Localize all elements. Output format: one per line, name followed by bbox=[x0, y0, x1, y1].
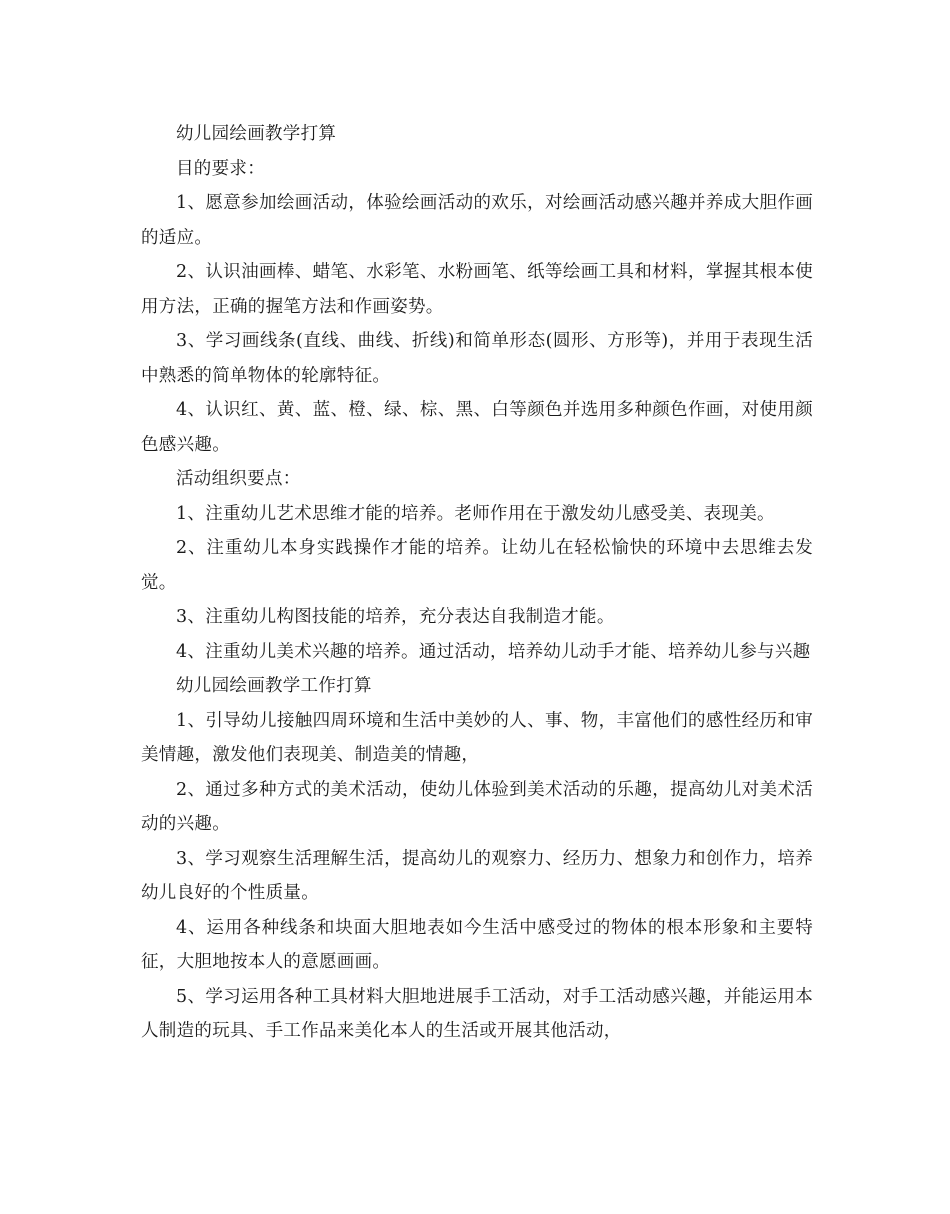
paragraph: 2、认识油画棒、蜡笔、水彩笔、水粉画笔、纸等绘画工具和材料，掌握其根本使用方法，正确的握笔方法和作画姿势。 bbox=[141, 262, 813, 317]
paragraph-heading-goals: 目的要求： bbox=[176, 158, 265, 179]
paragraph: 4、运用各种线条和块面大胆地表如今生活中感受过的物体的根本形象和主要特征，大胆地按本人的意愿画画。 bbox=[141, 917, 813, 972]
document-body bbox=[141, 117, 813, 1049]
paragraph: 2、通过多种方式的美术活动，使幼儿体验到美术活动的乐趣，提高幼儿对美术活动的兴趣。 bbox=[141, 779, 813, 834]
paragraph: 1、引导幼儿接触四周环境和生活中美妙的人、事、物，丰富他们的感性经历和审美情趣，激发他们表现美、制造美的情趣， bbox=[141, 710, 813, 765]
paragraph-title: 幼儿园绘画教学打算 bbox=[176, 124, 337, 144]
paragraph-heading-organization: 活动组织要点： bbox=[176, 469, 301, 489]
paragraph: 3、学习观察生活理解生活，提高幼儿的观察力、经历力、想象力和创作力，培养幼儿良好的个性质量。 bbox=[141, 848, 813, 903]
paragraph: 3、注重幼儿构图技能的培养，充分表达自我制造才能。 bbox=[176, 607, 615, 627]
paragraph-heading-work-plan: 幼儿园绘画教学工作打算 bbox=[176, 676, 372, 696]
paragraph: 1、愿意参加绘画活动，体验绘画活动的欢乐，对绘画活动感兴趣并养成大胆作画的适应。 bbox=[141, 193, 813, 248]
paragraph: 3、学习画线条(直线、曲线、折线)和简单形态(圆形、方形等)，并用于表现生活中熟悉的简单物体的轮廓特征。 bbox=[141, 331, 813, 386]
paragraph: 4、认识红、黄、蓝、橙、绿、棕、黑、白等颜色并选用多种颜色作画，对使用颜色感兴趣。 bbox=[141, 400, 813, 455]
paragraph: 5、学习运用各种工具材料大胆地进展手工活动，对手工活动感兴趣，并能运用本人制造的玩具、手工作品来美化本人的生活或开展其他活动， bbox=[141, 986, 813, 1041]
paragraph: 1、注重幼儿艺术思维才能的培养。老师作用在于激发幼儿感受美、表现美。 bbox=[176, 503, 775, 524]
paragraph: 2、注重幼儿本身实践操作才能的培养。让幼儿在轻松愉快的环境中去思维去发觉。 bbox=[141, 538, 813, 593]
paragraph: 4、注重幼儿美术兴趣的培养。通过活动，培养幼儿动手才能、培养幼儿参与兴趣 bbox=[176, 641, 811, 662]
